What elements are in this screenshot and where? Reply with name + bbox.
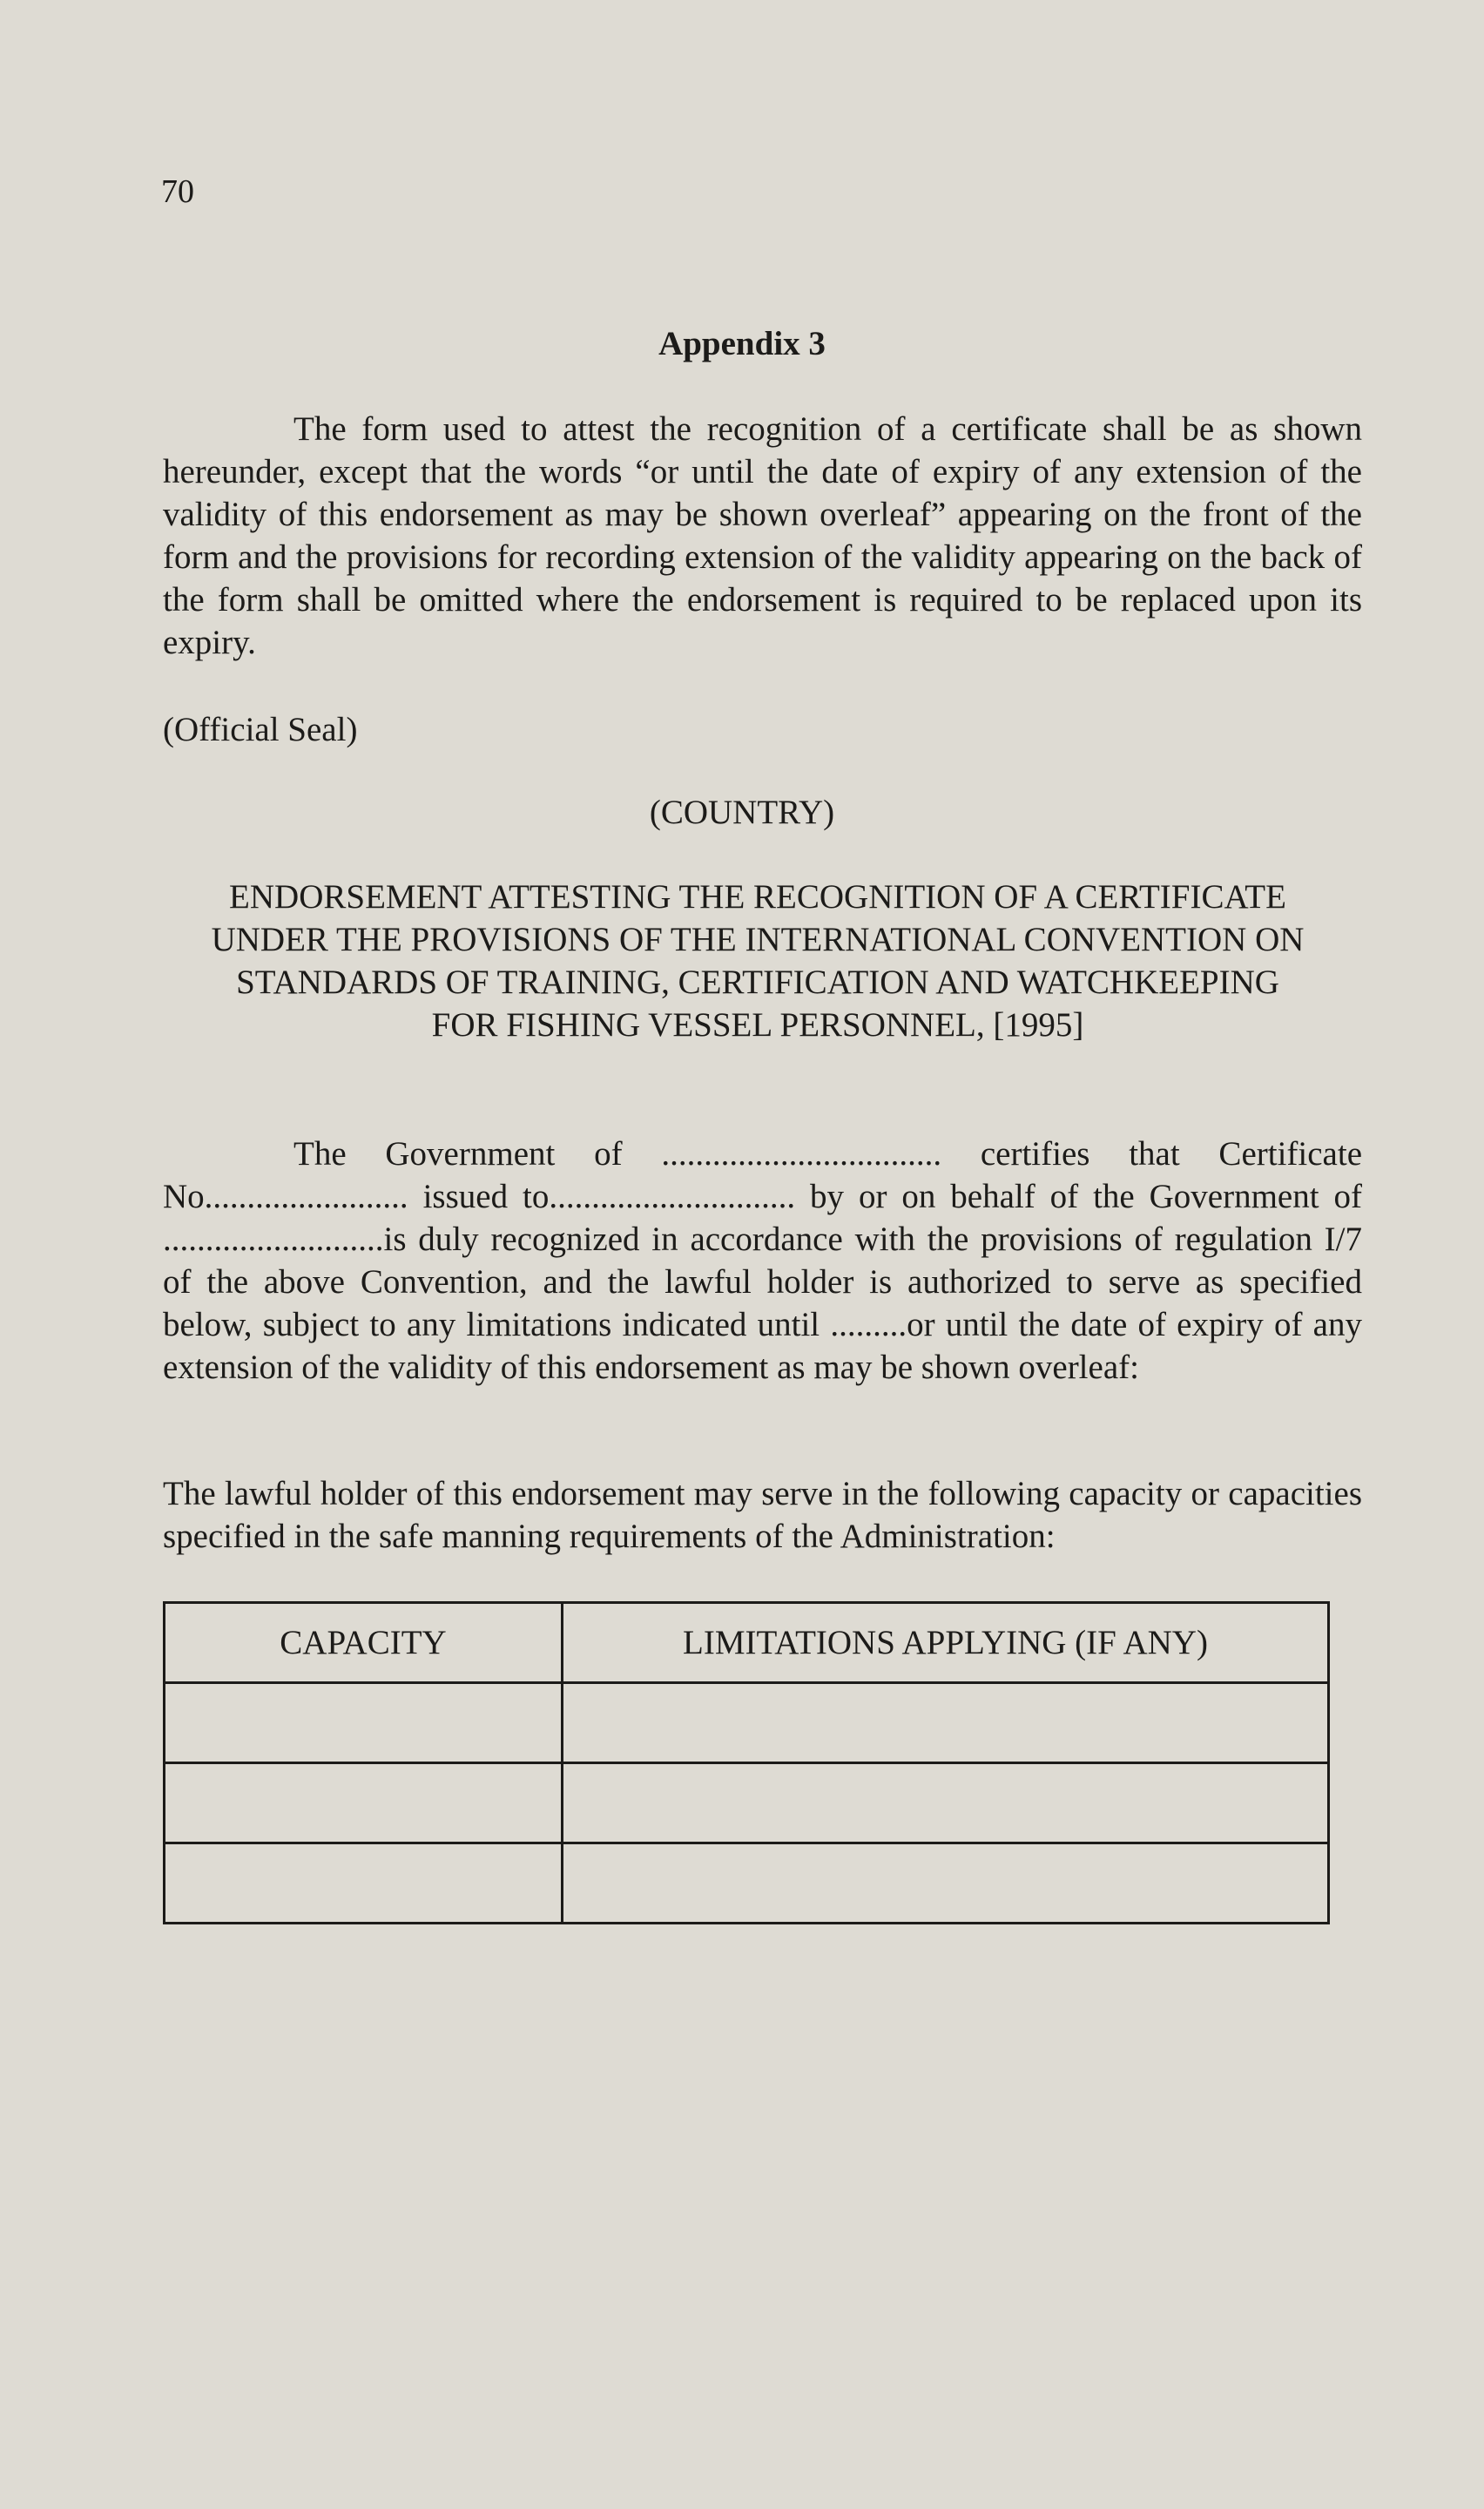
capacity-paragraph: The lawful holder of this endorsement may serve in the following capacity or capacities specified in the safe manning requirements of the Administration:	[163, 1475, 1362, 1555]
recognition-paragraph	[163, 1133, 1362, 1389]
endorsement-heading-line: FOR FISHING VESSEL PERSONNEL, [1995]	[431, 1006, 1084, 1044]
endorsement-heading-line: ENDORSEMENT ATTESTING THE RECOGNITION OF A CERTIFICATE	[229, 878, 1286, 916]
capacity-cell	[165, 1843, 563, 1924]
endorsement-heading	[148, 876, 1367, 1046]
intro-paragraph: The form used to attest the recognition of a certificate shall be as shown hereunder, except that the words “or until the date of expiry of any extension of the validity of this endorsement as may be shown overleaf” appearing on the front of the form and the provisions for recording extension of the validity appearing on the back of the form shall be omitted where the endorsement is required to be replaced upon its expiry.	[163, 410, 1362, 661]
limitations-header: LIMITATIONS APPLYING (IF ANY)	[563, 1603, 1329, 1683]
endorsement-heading-line: UNDER THE PROVISIONS OF THE INTERNATIONAL CONVENTION ON	[211, 921, 1305, 958]
page-number: 70	[161, 173, 194, 210]
recognition-text: The Government of ................................. certifies that Certificate No........................ issued to............................. by or on behalf of the Government of ..........................is duly recognized in accordance with the provisions of regulation I/7 of the above Convention, and the lawful holder is authorized to serve as specified below, subject to any limitations indicated until .........or until the date of expiry of any extension of the validity of this endorsement as may be shown overleaf:	[163, 1135, 1362, 1386]
appendix-title: Appendix 3	[658, 325, 826, 362]
official-seal-label: (Official Seal)	[163, 711, 358, 748]
table-header-row	[165, 1603, 1329, 1683]
table-row	[165, 1843, 1329, 1924]
capacity-table	[163, 1601, 1330, 1924]
country-label: (COUNTRY)	[649, 794, 835, 831]
limitations-cell	[563, 1683, 1329, 1763]
capacity-header: CAPACITY	[165, 1603, 563, 1683]
table-row	[165, 1683, 1329, 1763]
endorsement-heading-line: STANDARDS OF TRAINING, CERTIFICATION AND WATCHKEEPING	[236, 964, 1279, 1001]
limitations-cell	[563, 1763, 1329, 1843]
limitations-cell	[563, 1843, 1329, 1924]
capacity-cell	[165, 1763, 563, 1843]
capacity-cell	[165, 1683, 563, 1763]
table-row	[165, 1763, 1329, 1843]
